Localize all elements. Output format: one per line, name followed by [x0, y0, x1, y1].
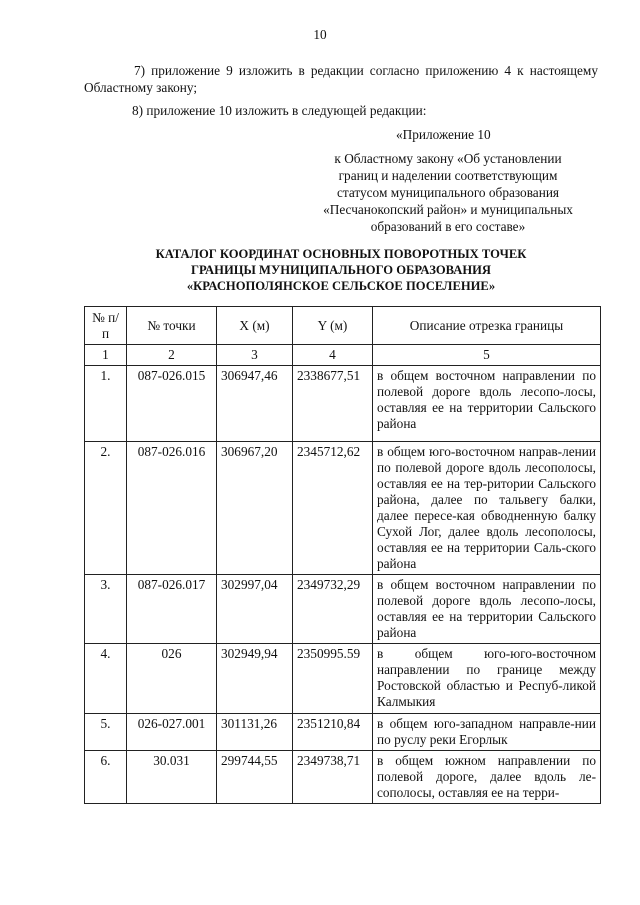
row-desc: в общем восточном направлении по полевой дороге вдоль лесопо-лосы, оставляя ее на территории Сальского района — [373, 366, 601, 442]
row-desc: в общем юго-западном направле-нии по руслу реки Егорлык — [373, 714, 601, 751]
row-num: 3. — [85, 575, 127, 644]
table-row — [85, 714, 601, 751]
row-y: 2349738,71 — [293, 751, 373, 804]
header-x: X (м) — [217, 307, 293, 345]
appendix-line: к Областному закону «Об установлении — [334, 151, 562, 166]
table-row — [85, 575, 601, 644]
catalog-heading — [84, 246, 598, 294]
row-x: 306967,20 — [217, 442, 293, 575]
row-num: 6. — [85, 751, 127, 804]
row-desc: в общем южном направлении по полевой дороге, далее вдоль ле-сополосы, оставляя ее на терри- — [373, 751, 601, 804]
table-header-row — [85, 307, 601, 345]
row-y: 2350995.59 — [293, 644, 373, 714]
row-y: 2349732,29 — [293, 575, 373, 644]
index-cell: 4 — [293, 345, 373, 366]
header-point: № точки — [127, 307, 217, 345]
appendix-caption — [298, 150, 598, 235]
row-point: 087-026.015 — [127, 366, 217, 442]
paragraph-item-8: 8) приложение 10 изложить в следующей редакции: — [132, 103, 427, 118]
row-y: 2338677,51 — [293, 366, 373, 442]
row-point: 087-026.016 — [127, 442, 217, 575]
coordinates-table — [84, 306, 601, 804]
row-desc: в общем юго-юго-восточном направлении по границе между Ростовской областью и Респуб-ликой Калмыкия — [373, 644, 601, 714]
table-index-row — [85, 345, 601, 366]
table-row — [85, 366, 601, 442]
paragraph-item-7: 7) приложение 9 изложить в редакции согласно приложению 4 к настоящему Областному закону; — [84, 63, 598, 95]
heading-line: КАТАЛОГ КООРДИНАТ ОСНОВНЫХ ПОВОРОТНЫХ ТОЧЕК — [155, 247, 527, 261]
row-y: 2345712,62 — [293, 442, 373, 575]
index-cell: 3 — [217, 345, 293, 366]
appendix-title: «Приложение 10 — [396, 127, 491, 142]
row-x: 301131,26 — [217, 714, 293, 751]
page-number: 10 — [313, 27, 327, 42]
row-num: 5. — [85, 714, 127, 751]
row-point: 30.031 — [127, 751, 217, 804]
row-x: 302997,04 — [217, 575, 293, 644]
row-num: 1. — [85, 366, 127, 442]
index-cell: 2 — [127, 345, 217, 366]
header-desc: Описание отрезка границы — [373, 307, 601, 345]
row-point: 087-026.017 — [127, 575, 217, 644]
table-row — [85, 751, 601, 804]
row-y: 2351210,84 — [293, 714, 373, 751]
row-desc: в общем юго-восточном направ-лении по полевой дороге вдоль лесополосы, оставляя ее на тер-ритории Сальского района, далее по тальвегу балки, далее пересе-кая обводненную балку Сухой Лог, далее вдоль лесополосы, оставляя ее на территории Саль-ского района — [373, 442, 601, 575]
row-x: 302949,94 — [217, 644, 293, 714]
row-num: 2. — [85, 442, 127, 575]
row-x: 299744,55 — [217, 751, 293, 804]
row-num: 4. — [85, 644, 127, 714]
row-point: 026-027.001 — [127, 714, 217, 751]
row-point: 026 — [127, 644, 217, 714]
index-cell: 5 — [373, 345, 601, 366]
table-row — [85, 442, 601, 575]
heading-line: «КРАСНОПОЛЯНСКОЕ СЕЛЬСКОЕ ПОСЕЛЕНИЕ» — [186, 279, 496, 293]
appendix-line: «Песчанокопский район» и муниципальных — [323, 202, 573, 217]
row-x: 306947,46 — [217, 366, 293, 442]
row-desc: в общем восточном направлении по полевой дороге вдоль лесопо-лосы, оставляя ее на территории Сальского района — [373, 575, 601, 644]
header-y: Y (м) — [293, 307, 373, 345]
index-cell: 1 — [85, 345, 127, 366]
appendix-line: статусом муниципального образования — [336, 185, 560, 200]
appendix-line: образований в его составе» — [370, 219, 526, 234]
heading-line: ГРАНИЦЫ МУНИЦИПАЛЬНОГО ОБРАЗОВАНИЯ — [190, 263, 492, 277]
appendix-line: границ и наделении соответствующим — [338, 168, 558, 183]
table-row — [85, 644, 601, 714]
header-num: № п/п — [85, 307, 127, 345]
